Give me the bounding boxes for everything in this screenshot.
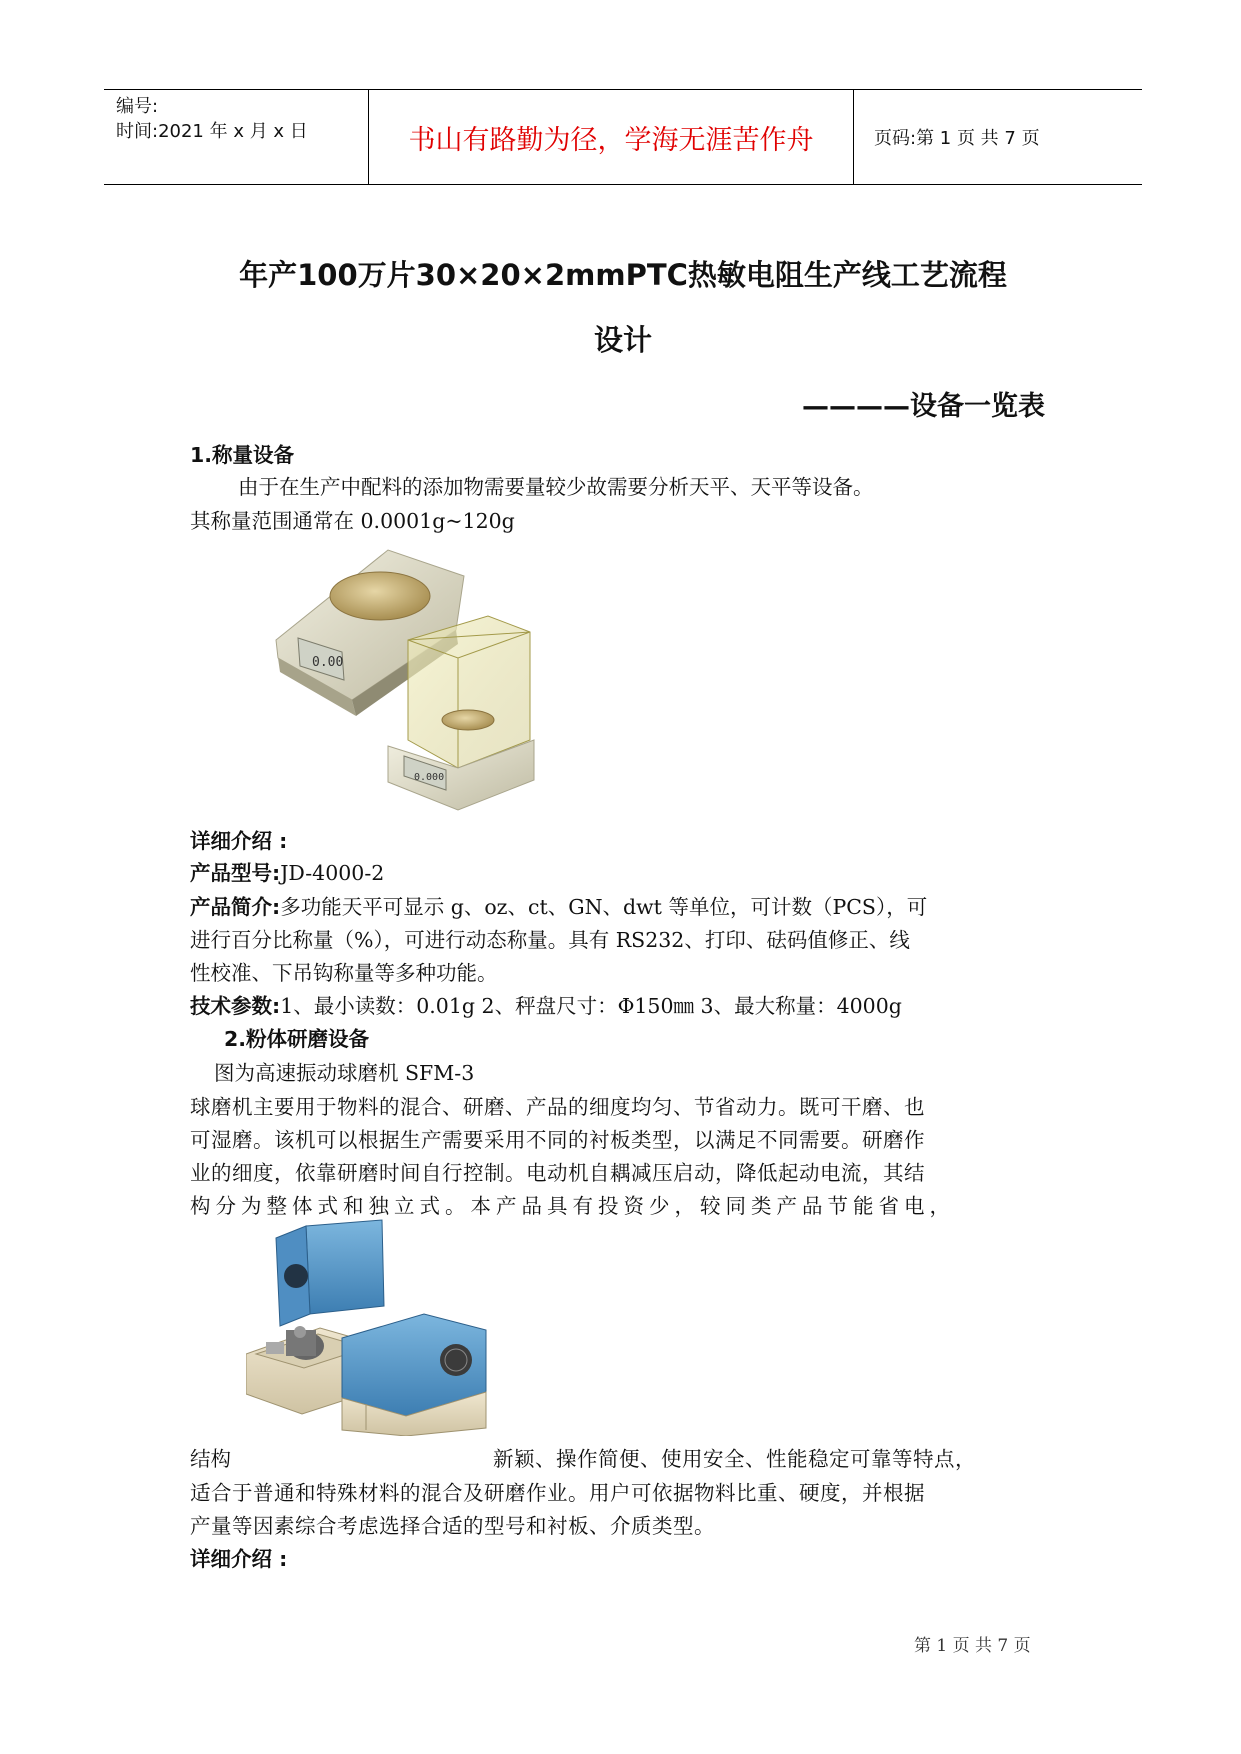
tech-value: 1、最小读数：0.01g 2、秤盘尺寸：Φ150㎜ 3、最大称量：4000g	[280, 994, 902, 1018]
intro-text: 性校准、下吊钩称量等多种功能。	[190, 961, 498, 985]
paragraph: 可湿磨。该机可以根据生产需要采用不同的衬板类型，以满足不同需要。研磨作	[190, 1128, 925, 1152]
intro-text: 多功能天平可显示 g、oz、ct、GN、dwt 等单位，可计数（PCS），可	[280, 895, 928, 919]
paragraph: 结构	[190, 1447, 231, 1471]
model-label: 产品型号:	[190, 861, 281, 885]
ball-mill-image	[246, 1218, 494, 1436]
time-label: 时间:2021 年 x 月 x 日	[116, 121, 308, 142]
paragraph: 新颖、操作简便、使用安全、性能稳定可靠等特点，	[493, 1447, 976, 1471]
model-value: JD-4000-2	[280, 861, 385, 885]
paragraph: 其称量范围通常在 0.0001g~120g	[190, 509, 515, 533]
detail-label: 详细介绍 :	[190, 829, 288, 853]
image-caption: 图为高速振动球磨机 SFM-3	[214, 1061, 475, 1085]
paragraph: 业的细度，依靠研磨时间自行控制。电动机自耦减压启动，降低起动电流，其结	[190, 1161, 925, 1185]
paragraph: 适合于普通和特殊材料的混合及研磨作业。用户可依据物料比重、硬度，并根据	[190, 1481, 925, 1505]
balance-scale-image	[268, 540, 538, 818]
header-meta	[116, 94, 308, 144]
number-label: 编号:	[116, 96, 159, 117]
header-divider	[853, 90, 854, 184]
paragraph: 由于在生产中配料的添加物需要量较少故需要分析天平、天平等设备。	[238, 475, 874, 499]
tech-label: 技术参数:	[190, 994, 281, 1018]
detail-label: 详细介绍 :	[190, 1547, 288, 1571]
page-header	[104, 89, 1142, 185]
svg-text:0.000: 0.000	[414, 772, 445, 783]
intro-text: 进行百分比称量（%），可进行动态称量。具有 RS232、打印、砝码值修正、线	[190, 928, 910, 952]
doc-subtitle: ————设备一览表	[802, 391, 1045, 422]
page-footer: 第 1 页 共 7 页	[914, 1636, 1031, 1656]
doc-title-cont: 设计	[593, 323, 652, 357]
section-heading: 1.称量设备	[190, 443, 295, 467]
header-page-info: 页码:第 1 页 共 7 页	[874, 128, 1040, 149]
paragraph: 产量等因素综合考虑选择合适的型号和衬板、介质类型。	[190, 1514, 715, 1538]
doc-title: 年产100万片30×20×2mmPTC热敏电阻生产线工艺流程	[239, 258, 1007, 292]
paragraph: 球磨机主要用于物料的混合、研磨、产品的细度均匀、节省动力。既可干磨、也	[190, 1095, 925, 1119]
svg-text:0.00: 0.00	[312, 655, 344, 670]
paragraph: 构分为整体式和独立式。本产品具有投资少，较同类产品节能省电，	[190, 1194, 955, 1218]
intro-label: 产品简介:	[190, 895, 281, 919]
header-motto: 书山有路勤为径，学海无涯苦作舟	[408, 124, 814, 156]
section-heading: 2.粉体研磨设备	[224, 1027, 370, 1051]
